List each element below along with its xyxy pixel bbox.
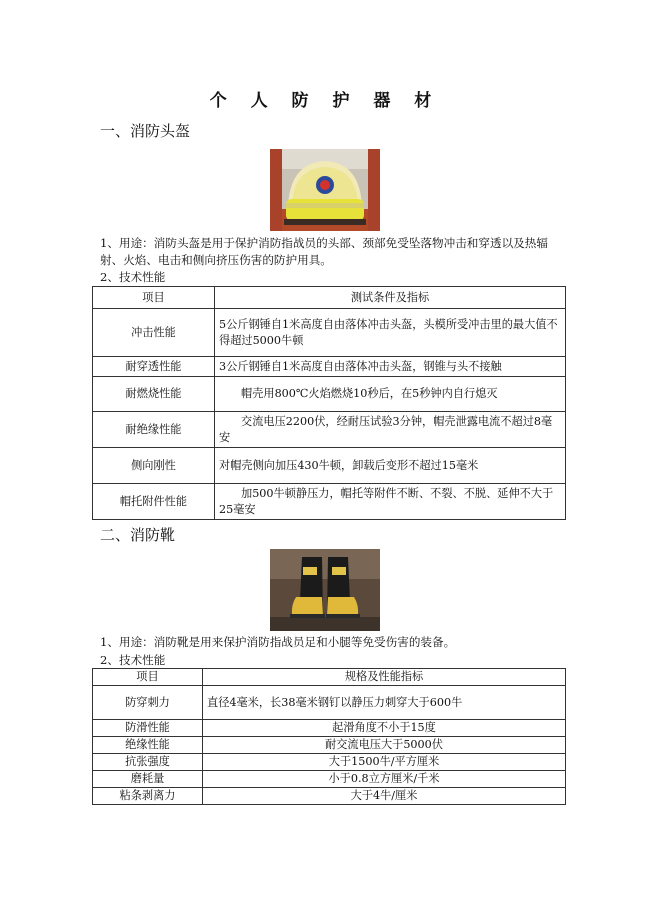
- header-value: 测试条件及指标: [215, 287, 566, 309]
- helmet-photo: [270, 149, 380, 231]
- table-header-row: [93, 669, 566, 686]
- boots-spec-table: [92, 668, 566, 805]
- row-item: 磨耗量: [93, 771, 203, 788]
- header-item: 项目: [93, 287, 215, 309]
- helmet-usage: 1、用途：消防头盔是用于保护消防指战员的头部、颈部免受坠落物冲击和穿透以及热辐射、火焰、电击和侧向挤压伤害的防护用具。: [100, 236, 548, 267]
- helmet-spec-heading: 2、技术性能: [100, 270, 166, 284]
- table-row: [93, 754, 566, 771]
- row-value: 加500牛顿静压力，帽托等附件不断、不裂、不脱、延伸不大于25毫安: [215, 484, 566, 520]
- table-row: [93, 412, 566, 448]
- table-row: [93, 720, 566, 737]
- row-value: 大于4牛/厘米: [203, 788, 566, 805]
- table-row: [93, 686, 566, 720]
- row-value: 交流电压2200伏，经耐压试验3分钟，帽壳泄露电流不超过8毫安: [215, 412, 566, 448]
- boots-spec-heading: 2、技术性能: [100, 653, 166, 667]
- table-row: [93, 448, 566, 484]
- row-item: 抗张强度: [93, 754, 203, 771]
- table-header-row: [93, 287, 566, 309]
- row-item: 防穿刺力: [93, 686, 203, 720]
- row-item: 耐绝缘性能: [93, 412, 215, 448]
- table-row: [93, 771, 566, 788]
- table-row: [93, 309, 566, 357]
- row-item: 耐燃烧性能: [93, 377, 215, 412]
- table-row: [93, 484, 566, 520]
- row-item: 耐穿透性能: [93, 357, 215, 377]
- helmet-spec-table: [92, 286, 566, 520]
- row-value: 耐交流电压大于5000伏: [203, 737, 566, 754]
- row-value: 对帽壳侧向加压430牛顿，卸载后变形不超过15毫米: [215, 448, 566, 484]
- boots-heading: 二、消防靴: [100, 526, 176, 544]
- row-item: 冲击性能: [93, 309, 215, 357]
- header-value: 规格及性能指标: [203, 669, 566, 686]
- boots-usage: 1、用途：消防靴是用来保护消防指战员足和小腿等免受伤害的装备。: [100, 635, 456, 649]
- row-value: 大于1500牛/平方厘米: [203, 754, 566, 771]
- row-value: 直径4毫米，长38毫米钢钉以静压力刺穿大于600牛: [203, 686, 566, 720]
- page-title: 个 人 防 护 器 材: [209, 91, 441, 111]
- table-row: [93, 737, 566, 754]
- row-value: 帽壳用800℃火焰燃烧10秒后，在5秒钟内自行熄灭: [215, 377, 566, 412]
- row-item: 防滑性能: [93, 720, 203, 737]
- header-item: 项目: [93, 669, 203, 686]
- table-row: [93, 357, 566, 377]
- row-value: 小于0.8立方厘米/千米: [203, 771, 566, 788]
- row-value: 起滑角度不小于15度: [203, 720, 566, 737]
- row-item: 粘条剥离力: [93, 788, 203, 805]
- helmet-heading: 一、消防头盔: [100, 122, 191, 140]
- row-item: 侧向刚性: [93, 448, 215, 484]
- table-row: [93, 788, 566, 805]
- boots-photo: [270, 549, 380, 631]
- row-item: 绝缘性能: [93, 737, 203, 754]
- table-row: [93, 377, 566, 412]
- row-value: 5公斤钢锤自1米高度自由落体冲击头盔，头模所受冲击里的最大值不得超过5000牛顿: [215, 309, 566, 357]
- row-value: 3公斤钢锤自1米高度自由落体冲击头盔，钢锥与头不接触: [215, 357, 566, 377]
- row-item: 帽托附件性能: [93, 484, 215, 520]
